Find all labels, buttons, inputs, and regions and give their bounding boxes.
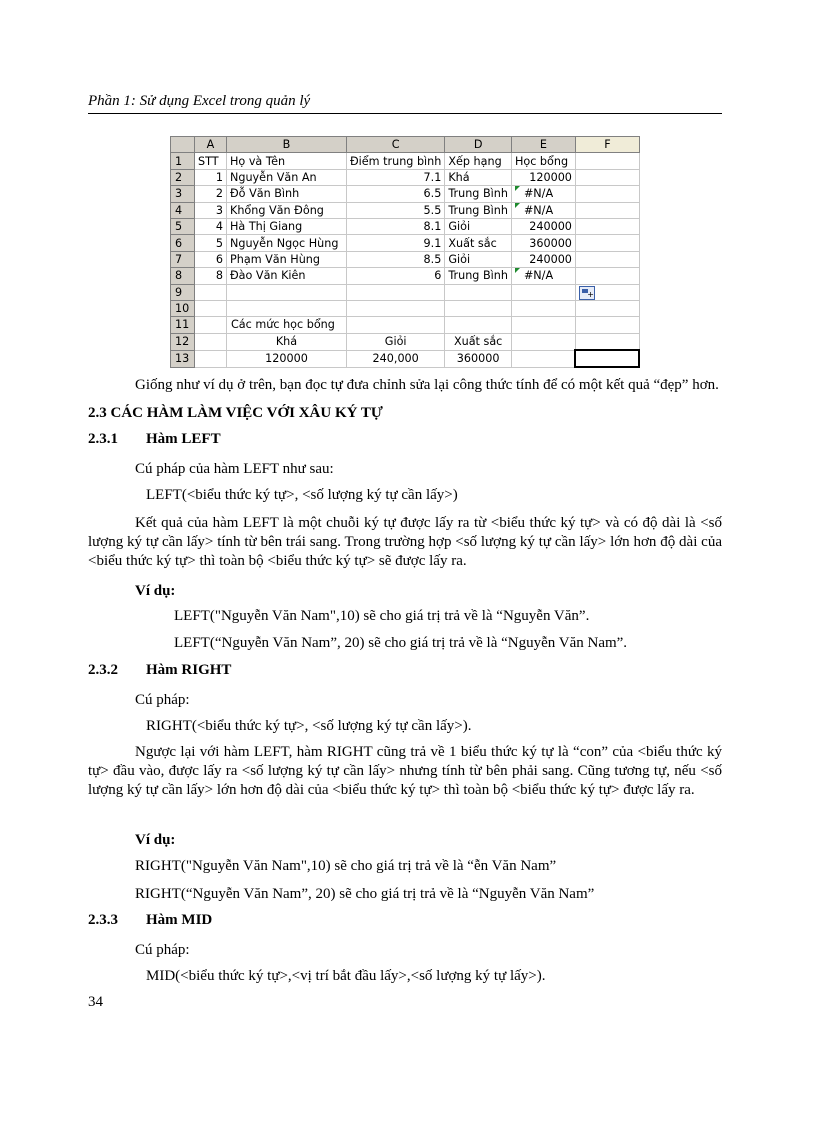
row-header[interactable]: 2 <box>171 169 195 185</box>
cell-f[interactable] <box>575 317 639 333</box>
row-header[interactable]: 12 <box>171 333 195 350</box>
cell-f[interactable] <box>575 284 639 300</box>
cell-value: #N/A <box>523 187 554 201</box>
section-heading-2-3-1 <box>88 431 221 448</box>
column-header-a[interactable]: A <box>195 137 227 153</box>
cell-value: #N/A <box>523 203 554 217</box>
row-header[interactable]: 7 <box>171 251 195 267</box>
cell-d[interactable]: Trung Bình <box>445 186 512 202</box>
cell-e[interactable] <box>511 186 575 202</box>
paste-options-icon[interactable] <box>579 286 595 300</box>
cell-f[interactable] <box>575 350 639 367</box>
cell-c[interactable]: 6 <box>347 268 445 284</box>
row-header[interactable]: 13 <box>171 350 195 367</box>
cell-b[interactable]: Các mức học bổng <box>227 317 347 333</box>
table-row <box>171 202 640 218</box>
section-heading-2-3-2 <box>88 662 231 679</box>
spreadsheet-screenshot <box>170 136 640 368</box>
cell-f[interactable] <box>575 169 639 185</box>
table-row <box>171 350 640 367</box>
cell-f[interactable] <box>575 218 639 234</box>
heading-number: 2.3.3 <box>88 912 118 928</box>
cell-b[interactable]: Hà Thị Giang <box>227 218 347 234</box>
cell-f[interactable] <box>575 186 639 202</box>
cell-c[interactable]: 8.5 <box>347 251 445 267</box>
row-header[interactable]: 9 <box>171 284 195 300</box>
row-header[interactable]: 5 <box>171 218 195 234</box>
cell-b[interactable]: Đỗ Văn Bình <box>227 186 347 202</box>
row-header[interactable]: 4 <box>171 202 195 218</box>
cell-b[interactable] <box>227 300 347 316</box>
example-label-right: Ví dụ: <box>135 832 176 848</box>
cell-a[interactable] <box>195 350 227 367</box>
page-header: Phần 1: Sử dụng Excel trong quản lý <box>88 93 311 109</box>
cell-a[interactable]: 1 <box>195 169 227 185</box>
paragraph-mid-syntax-intro: Cú pháp: <box>135 942 190 958</box>
column-header-f[interactable]: F <box>575 137 639 153</box>
cell-c[interactable]: Điểm trung bình <box>347 153 445 169</box>
cell-d[interactable]: Khá <box>445 169 512 185</box>
column-header-d[interactable]: D <box>445 137 512 153</box>
table-row <box>171 186 640 202</box>
cell-d[interactable] <box>445 284 512 300</box>
select-all-corner[interactable] <box>171 137 195 153</box>
cell-f[interactable] <box>575 202 639 218</box>
cell-d[interactable]: Trung Bình <box>445 268 512 284</box>
cell-e[interactable] <box>511 300 575 316</box>
cell-c[interactable]: 9.1 <box>347 235 445 251</box>
cell-d[interactable]: Giỏi <box>445 251 512 267</box>
paragraph-right-syntax-intro: Cú pháp: <box>135 692 190 708</box>
heading-title: Hàm RIGHT <box>146 662 232 678</box>
cell-e[interactable] <box>511 350 575 367</box>
cell-d[interactable]: 360000 <box>445 350 512 367</box>
table-row <box>171 284 640 300</box>
left-example-2: LEFT(“Nguyễn Văn Nam”, 20) sẽ cho giá trị trả về là “Nguyễn Văn Nam”. <box>174 635 628 651</box>
cell-value: #N/A <box>523 269 554 283</box>
paragraph-mid-syntax: MID(<biểu thức ký tự>,<vị trí bắt đầu lấy>,<số lượng ký tự lấy>). <box>146 968 546 984</box>
cell-d[interactable] <box>445 317 512 333</box>
cell-f[interactable] <box>575 300 639 316</box>
column-header-e[interactable]: E <box>511 137 575 153</box>
cell-b[interactable]: Khá <box>227 333 347 350</box>
cell-a[interactable]: 2 <box>195 186 227 202</box>
table-row <box>171 153 640 169</box>
cell-e[interactable]: Học bổng <box>511 153 575 169</box>
cell-e[interactable] <box>511 202 575 218</box>
cell-c[interactable]: 8.1 <box>347 218 445 234</box>
column-header-c[interactable]: C <box>347 137 445 153</box>
cell-e[interactable] <box>511 284 575 300</box>
heading-title: Hàm LEFT <box>146 431 221 447</box>
heading-title: Hàm MID <box>146 912 213 928</box>
column-header-b[interactable]: B <box>227 137 347 153</box>
table-row <box>171 218 640 234</box>
cell-c[interactable] <box>347 300 445 316</box>
cell-a[interactable]: 5 <box>195 235 227 251</box>
table-row <box>171 235 640 251</box>
cell-a[interactable] <box>195 284 227 300</box>
cell-e[interactable] <box>511 333 575 350</box>
cell-c[interactable] <box>347 284 445 300</box>
paragraph-right-syntax: RIGHT(<biểu thức ký tự>, <số lượng ký tự cần lấy>). <box>146 718 472 734</box>
cell-b[interactable]: Phạm Văn Hùng <box>227 251 347 267</box>
cell-d[interactable] <box>445 300 512 316</box>
cell-f[interactable] <box>575 153 639 169</box>
cell-a[interactable] <box>195 333 227 350</box>
cell-e[interactable]: 120000 <box>511 169 575 185</box>
cell-b[interactable]: Nguyễn Ngọc Hùng <box>227 235 347 251</box>
example-label-left: Ví dụ: <box>135 583 176 599</box>
cell-e[interactable]: 360000 <box>511 235 575 251</box>
table-row <box>171 333 640 350</box>
cell-e[interactable] <box>511 268 575 284</box>
cell-f[interactable] <box>575 235 639 251</box>
cell-c[interactable]: Giỏi <box>347 333 445 350</box>
cell-a[interactable] <box>195 300 227 316</box>
cell-d[interactable]: Xuất sắc <box>445 333 512 350</box>
cell-b[interactable]: 120000 <box>227 350 347 367</box>
cell-e[interactable]: 240000 <box>511 218 575 234</box>
cell-f[interactable] <box>575 333 639 350</box>
cell-b[interactable] <box>227 284 347 300</box>
cell-c[interactable] <box>347 317 445 333</box>
row-header[interactable]: 8 <box>171 268 195 284</box>
right-example-2: RIGHT(“Nguyễn Văn Nam”, 20) sẽ cho giá trị trả về là “Nguyễn Văn Nam” <box>135 886 595 902</box>
cell-f[interactable] <box>575 268 639 284</box>
cell-e[interactable]: 240000 <box>511 251 575 267</box>
cell-d[interactable]: Xuất sắc <box>445 235 512 251</box>
cell-d[interactable]: Giỏi <box>445 218 512 234</box>
column-header-row <box>171 137 640 153</box>
cell-f[interactable] <box>575 251 639 267</box>
table-row <box>171 300 640 316</box>
row-header[interactable]: 10 <box>171 300 195 316</box>
cell-b[interactable]: Nguyễn Văn An <box>227 169 347 185</box>
row-header[interactable]: 1 <box>171 153 195 169</box>
cell-c[interactable]: 240,000 <box>347 350 445 367</box>
paragraph-right-description: Ngược lại với hàm LEFT, hàm RIGHT cũng trả về 1 biểu thức ký tự là “con” của <biểu thức ký tự> đầu vào, được lấy ra <số lượng ký tự cần lấy> nhưng tính từ bên phải sang. Cũng tương tự, nếu <số lượng ký tự cần lấy> lớn hơn độ dài của <biểu thức ký tự> thì toàn bộ <biểu thức ký tự> được lấy ra. <box>88 744 722 798</box>
cell-e[interactable] <box>511 317 575 333</box>
paragraph-left-description: Kết quả của hàm LEFT là một chuỗi ký tự được lấy ra từ <biểu thức ký tự> và có độ dài là <số lượng ký tự cần lấy> tính từ bên trái sang. Trong trường hợp <số lượng ký tự cần lấy> lớn hơn độ dài của <biểu thức ký tự> thì toàn bộ <biểu thức ký tự> sẽ được lấy ra. <box>88 515 722 569</box>
header-rule <box>88 113 722 114</box>
table-row <box>171 317 640 333</box>
error-indicator-icon <box>515 186 520 191</box>
cell-d[interactable]: Trung Bình <box>445 202 512 218</box>
page-number: 34 <box>88 994 103 1010</box>
cell-b[interactable]: Đào Văn Kiên <box>227 268 347 284</box>
right-example-1: RIGHT("Nguyễn Văn Nam",10) sẽ cho giá trị trả về là “ễn Văn Nam” <box>135 858 557 874</box>
table-row <box>171 251 640 267</box>
cell-a[interactable]: 8 <box>195 268 227 284</box>
section-heading-2-3: 2.3 CÁC HÀM LÀM VIỆC VỚI XÂU KÝ TỰ <box>88 405 383 421</box>
table-row <box>171 169 640 185</box>
cell-a[interactable]: 3 <box>195 202 227 218</box>
error-indicator-icon <box>515 268 520 273</box>
row-header[interactable]: 11 <box>171 317 195 333</box>
table-row <box>171 268 640 284</box>
row-header[interactable]: 3 <box>171 186 195 202</box>
paragraph-intro: Giống như ví dụ ở trên, bạn đọc tự đưa chỉnh sửa lại công thức tính để có một kết quả “đẹp” hơn. <box>135 377 719 393</box>
cell-c[interactable]: 6.5 <box>347 186 445 202</box>
cell-b[interactable]: Họ và Tên <box>227 153 347 169</box>
heading-number: 2.3.1 <box>88 431 118 447</box>
cell-d[interactable]: Xếp hạng <box>445 153 512 169</box>
paragraph-left-syntax-intro: Cú pháp của hàm LEFT như sau: <box>135 461 334 477</box>
cell-a[interactable]: 4 <box>195 218 227 234</box>
heading-number: 2.3.2 <box>88 662 118 678</box>
cell-b[interactable]: Khổng Văn Đông <box>227 202 347 218</box>
row-header[interactable]: 6 <box>171 235 195 251</box>
cell-c[interactable]: 7.1 <box>347 169 445 185</box>
paragraph-left-syntax: LEFT(<biểu thức ký tự>, <số lượng ký tự cần lấy>) <box>146 487 458 503</box>
cell-a[interactable]: 6 <box>195 251 227 267</box>
left-example-1: LEFT("Nguyễn Văn Nam",10) sẽ cho giá trị trả về là “Nguyễn Văn”. <box>174 608 590 624</box>
cell-a[interactable] <box>195 317 227 333</box>
cell-a[interactable]: STT <box>195 153 227 169</box>
section-heading-2-3-3 <box>88 912 212 929</box>
error-indicator-icon <box>515 203 520 208</box>
cell-c[interactable]: 5.5 <box>347 202 445 218</box>
